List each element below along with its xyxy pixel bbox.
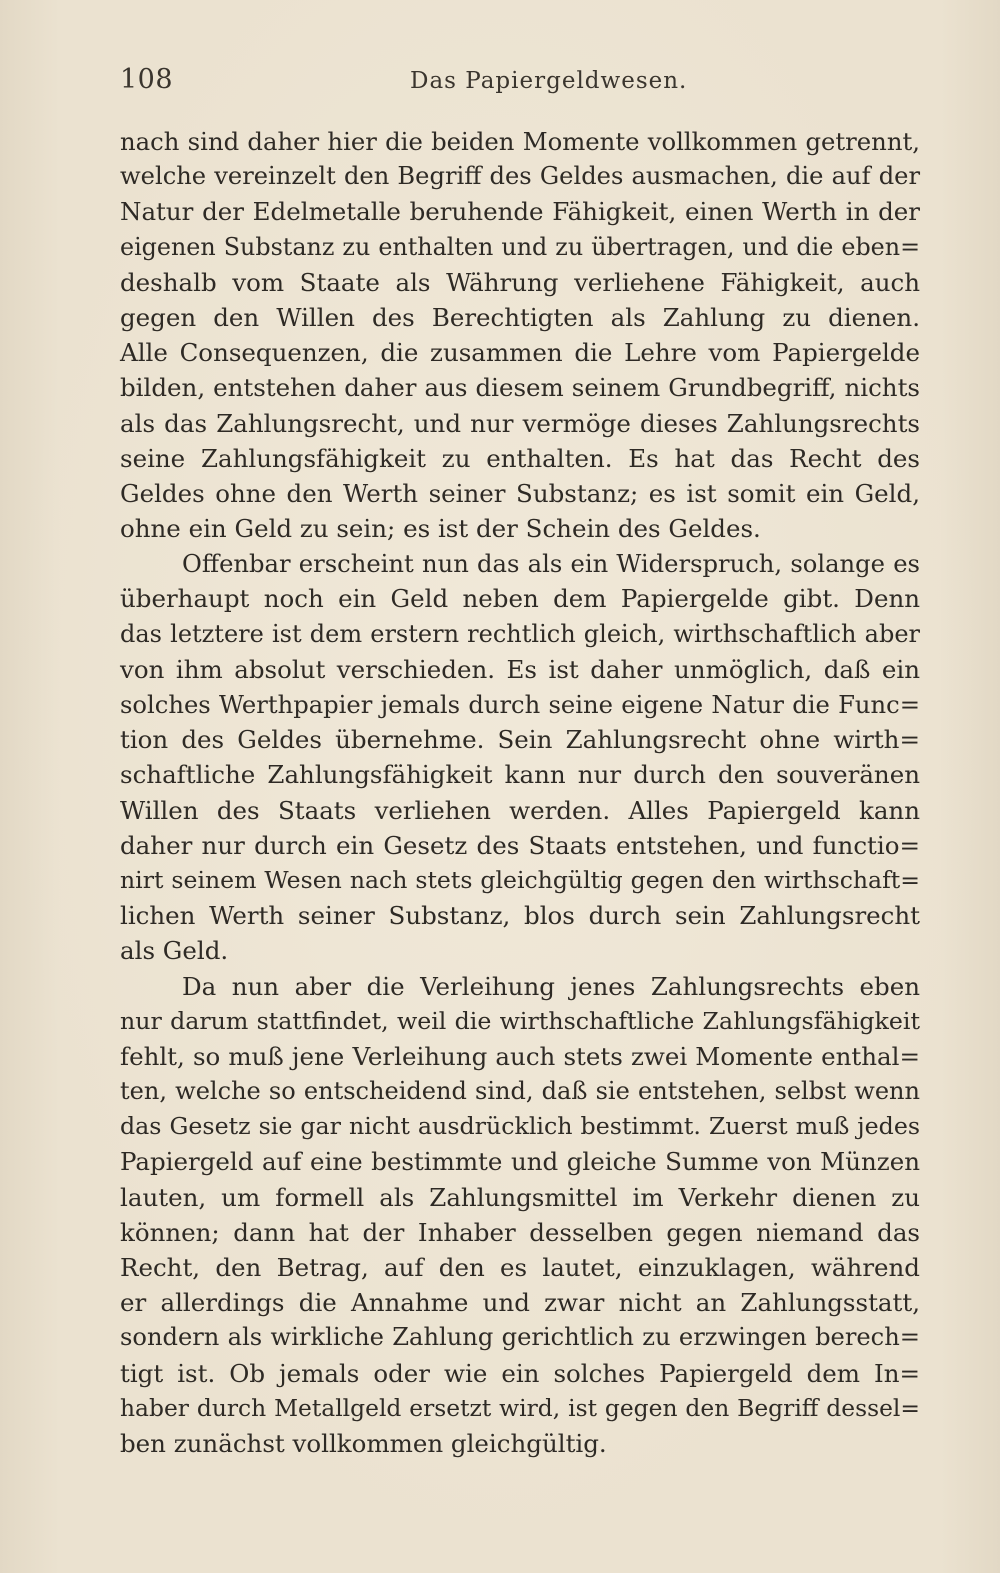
text-line: ten, welche so entscheidend sind, daß sie entstehen, selbst wenn bbox=[120, 1077, 920, 1106]
text-line: Offenbar erscheint nun das als ein Widerspruch, solange es bbox=[182, 549, 920, 579]
text-line: lichen Werth seiner Substanz, blos durch sein Zahlungsrecht bbox=[120, 901, 920, 931]
text-line: Alle Consequenzen, die zusammen die Lehre vom Papiergelde bbox=[120, 338, 920, 368]
text-line: können; dann hat der Inhaber desselben gegen niemand das bbox=[120, 1217, 920, 1247]
text-line: nur darum stattfindet, weil die wirthschaftliche Zahlungsfähigkeit bbox=[120, 1006, 920, 1035]
text-line: als Geld. bbox=[120, 936, 229, 966]
text-line: gegen den Willen des Berechtigten als Zahlung zu dienen. bbox=[120, 302, 920, 332]
text-line: tigt ist. Ob jemals oder wie ein solches Papiergeld dem In= bbox=[120, 1358, 920, 1388]
text-line: Natur der Edelmetalle beruhende Fähigkeit, einen Werth in der bbox=[120, 197, 920, 227]
text-line: das letztere ist dem erstern rechtlich gleich, wirthschaftlich aber bbox=[120, 619, 920, 648]
text-line: bilden, entstehen daher aus diesem seinem Grundbegriff, nichts bbox=[120, 373, 920, 403]
text-line: Recht, den Betrag, auf den es lautet, einzuklagen, während bbox=[120, 1253, 920, 1282]
text-line: daher nur durch ein Gesetz des Staats entstehen, und functio= bbox=[120, 830, 920, 860]
text-line: tion des Geldes übernehme. Sein Zahlungsrecht ohne wirth= bbox=[120, 725, 920, 755]
text-line: er allerdings die Annahme und zwar nicht an Zahlungsstatt, bbox=[120, 1288, 920, 1318]
text-line: fehlt, so muß jene Verleihung auch stets zwei Momente enthal= bbox=[120, 1041, 920, 1071]
text-line: deshalb vom Staate als Währung verliehene Fähigkeit, auch bbox=[120, 267, 920, 297]
page-header bbox=[120, 64, 920, 104]
text-line: sondern als wirkliche Zahlung gerichtlich zu erzwingen berech= bbox=[120, 1323, 920, 1352]
text-line: schaftliche Zahlungsfähigkeit kann nur durch den souveränen bbox=[120, 760, 920, 790]
text-line: solches Werthpapier jemals durch seine eigene Natur die Func= bbox=[120, 690, 920, 719]
text-line: das Gesetz sie gar nicht ausdrücklich bestimmt. Zuerst muß jedes bbox=[120, 1112, 920, 1141]
text-line: nirt seinem Wesen nach stets gleichgültig gegen den wirthschaft= bbox=[120, 865, 920, 894]
body-text bbox=[120, 124, 920, 1461]
text-line: als das Zahlungsrecht, und nur vermöge dieses Zahlungsrechts bbox=[120, 408, 920, 438]
text-line: Willen des Staats verliehen werden. Alles Papiergeld kann bbox=[120, 795, 920, 825]
text-line: Da nun aber die Verleihung jenes Zahlungsrechts eben bbox=[182, 971, 920, 1001]
page-number: 108 bbox=[120, 64, 174, 95]
text-line: nach sind daher hier die beiden Momente vollkommen getrennt, bbox=[120, 127, 920, 156]
text-line: eigenen Substanz zu enthalten und zu übertragen, und die eben= bbox=[120, 232, 920, 261]
text-line: Papiergeld auf eine bestimmte und gleiche Summe von Münzen bbox=[120, 1147, 920, 1177]
text-line: ben zunächst vollkommen gleichgültig. bbox=[120, 1428, 607, 1458]
text-line: ohne ein Geld zu sein; es ist der Schein des Geldes. bbox=[120, 514, 761, 544]
running-title: Das Papiergeldwesen. bbox=[410, 68, 688, 94]
text-line: seine Zahlungsfähigkeit zu enthalten. Es hat das Recht des bbox=[120, 443, 920, 473]
text-line: von ihm absolut verschieden. Es ist daher unmöglich, daß ein bbox=[120, 654, 920, 684]
text-line: haber durch Metallgeld ersetzt wird, ist gegen den Begriff dessel= bbox=[120, 1393, 920, 1422]
text-line: lauten, um formell als Zahlungsmittel im Verkehr dienen zu bbox=[120, 1182, 920, 1212]
text-line: welche vereinzelt den Begriff des Geldes ausmachen, die auf der bbox=[120, 162, 920, 191]
text-line: Geldes ohne den Werth seiner Substanz; es ist somit ein Geld, bbox=[120, 478, 920, 508]
text-line: überhaupt noch ein Geld neben dem Papiergelde gibt. Denn bbox=[120, 584, 920, 614]
